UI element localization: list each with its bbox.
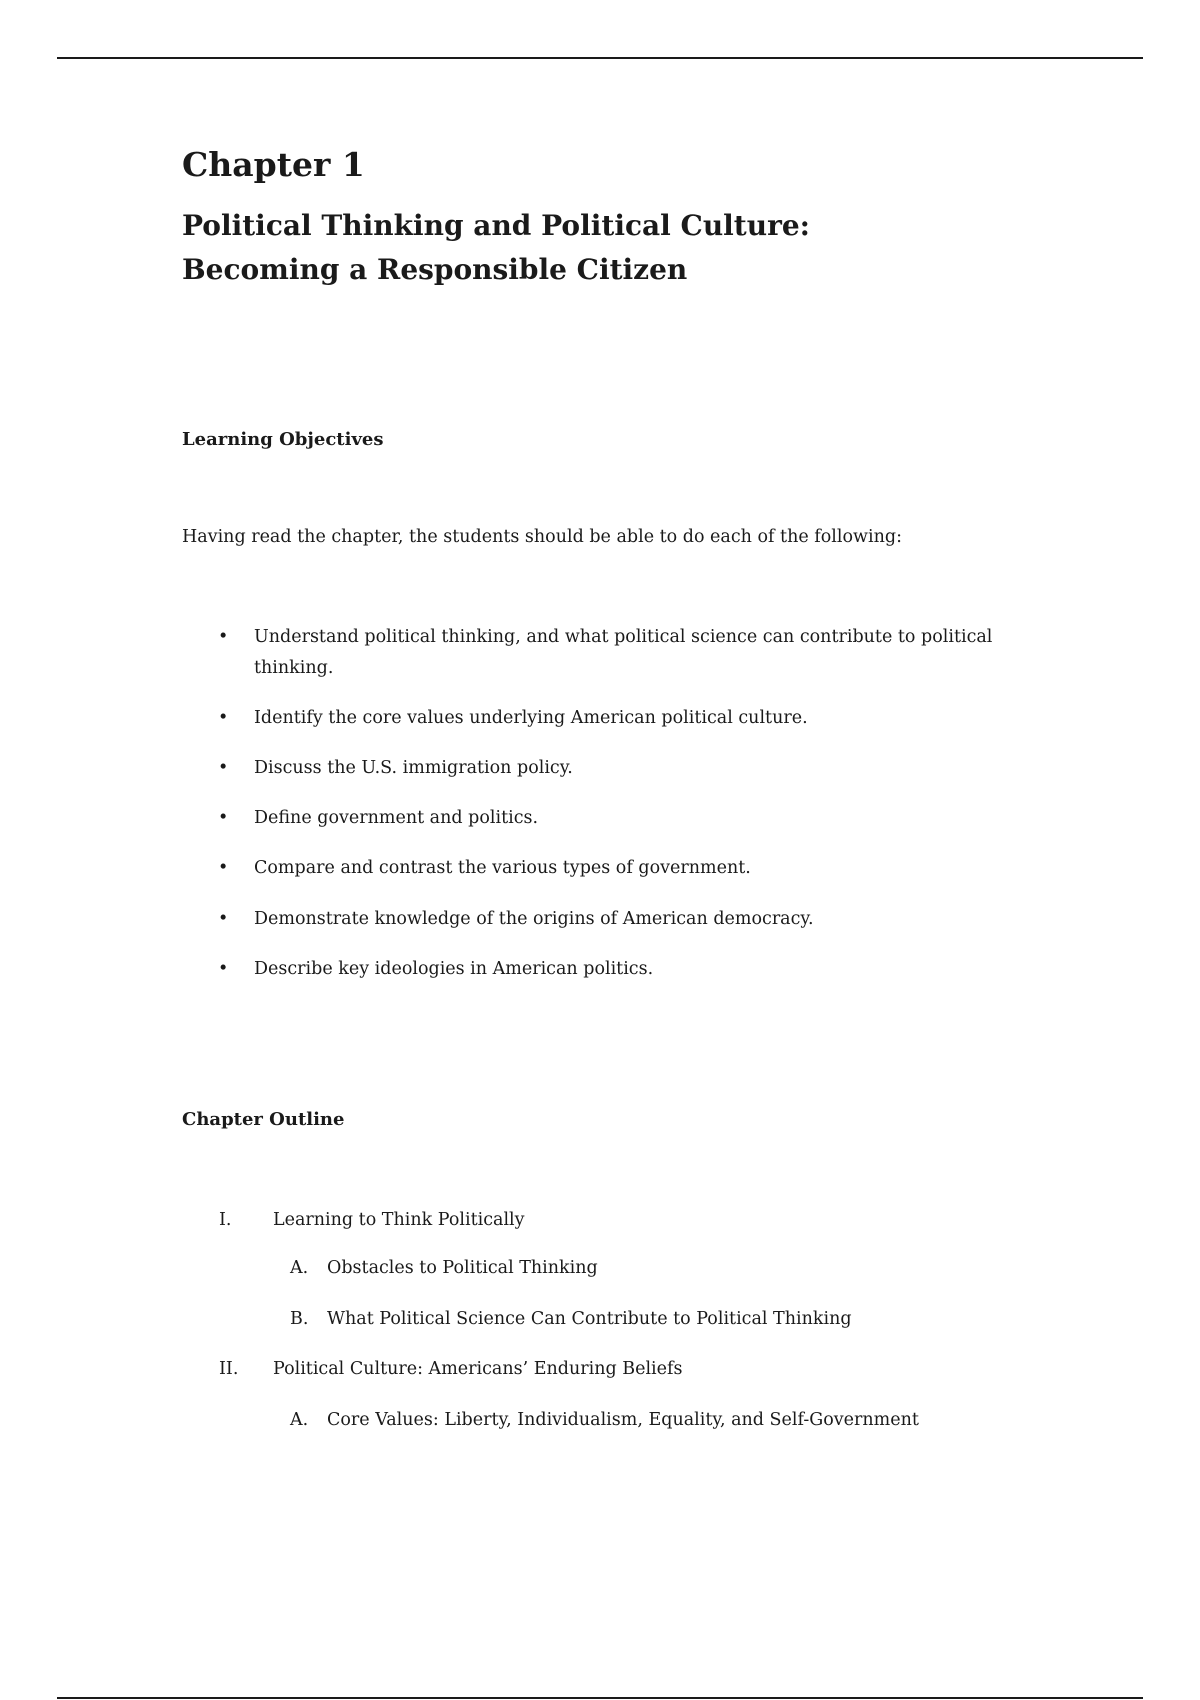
bullet-icon: • — [218, 858, 229, 878]
bullet-icon: • — [218, 808, 229, 828]
bullet-icon: • — [218, 627, 229, 647]
bullet-icon: • — [218, 909, 229, 929]
footer-rule — [57, 1697, 1143, 1699]
outline-marker: A. — [290, 1410, 309, 1430]
outline-marker: I. — [219, 1210, 232, 1230]
list-item: Describe key ideologies in American politics. — [254, 959, 654, 979]
outline-item: Obstacles to Political Thinking — [327, 1258, 598, 1278]
bullet-icon: • — [218, 758, 229, 778]
list-item: Define government and politics. — [254, 808, 539, 828]
chapter-number: Chapter 1 — [182, 145, 365, 184]
bullet-icon: • — [218, 959, 229, 979]
list-item: Demonstrate knowledge of the origins of American democracy. — [254, 909, 814, 929]
chapter-title — [182, 204, 810, 292]
header-rule — [57, 57, 1143, 59]
outline-item: Learning to Think Politically — [273, 1210, 525, 1230]
list-item: Understand political thinking, and what political science can contribute to political thinking. — [254, 627, 993, 678]
outline-marker: B. — [290, 1309, 309, 1329]
outline-item: Core Values: Liberty, Individualism, Equality, and Self-Government — [327, 1410, 919, 1430]
list-item: Discuss the U.S. immigration policy. — [254, 758, 573, 778]
outline-item: Political Culture: Americans’ Enduring Beliefs — [273, 1359, 683, 1379]
chapter-title-line1: Political Thinking and Political Culture: — [182, 209, 811, 242]
list-item: Compare and contrast the various types of government. — [254, 858, 751, 878]
outline-item: What Political Science Can Contribute to Political Thinking — [327, 1309, 852, 1329]
chapter-outline-heading: Chapter Outline — [182, 1109, 345, 1130]
learning-objectives-heading: Learning Objectives — [182, 429, 384, 450]
chapter-title-line2: Becoming a Responsible Citizen — [182, 253, 688, 286]
list-item: Identify the core values underlying American political culture. — [254, 708, 808, 728]
objectives-intro: Having read the chapter, the students should be able to do each of the following: — [182, 527, 902, 547]
outline-marker: A. — [290, 1258, 309, 1278]
outline-marker: II. — [219, 1359, 239, 1379]
bullet-icon: • — [218, 708, 229, 728]
